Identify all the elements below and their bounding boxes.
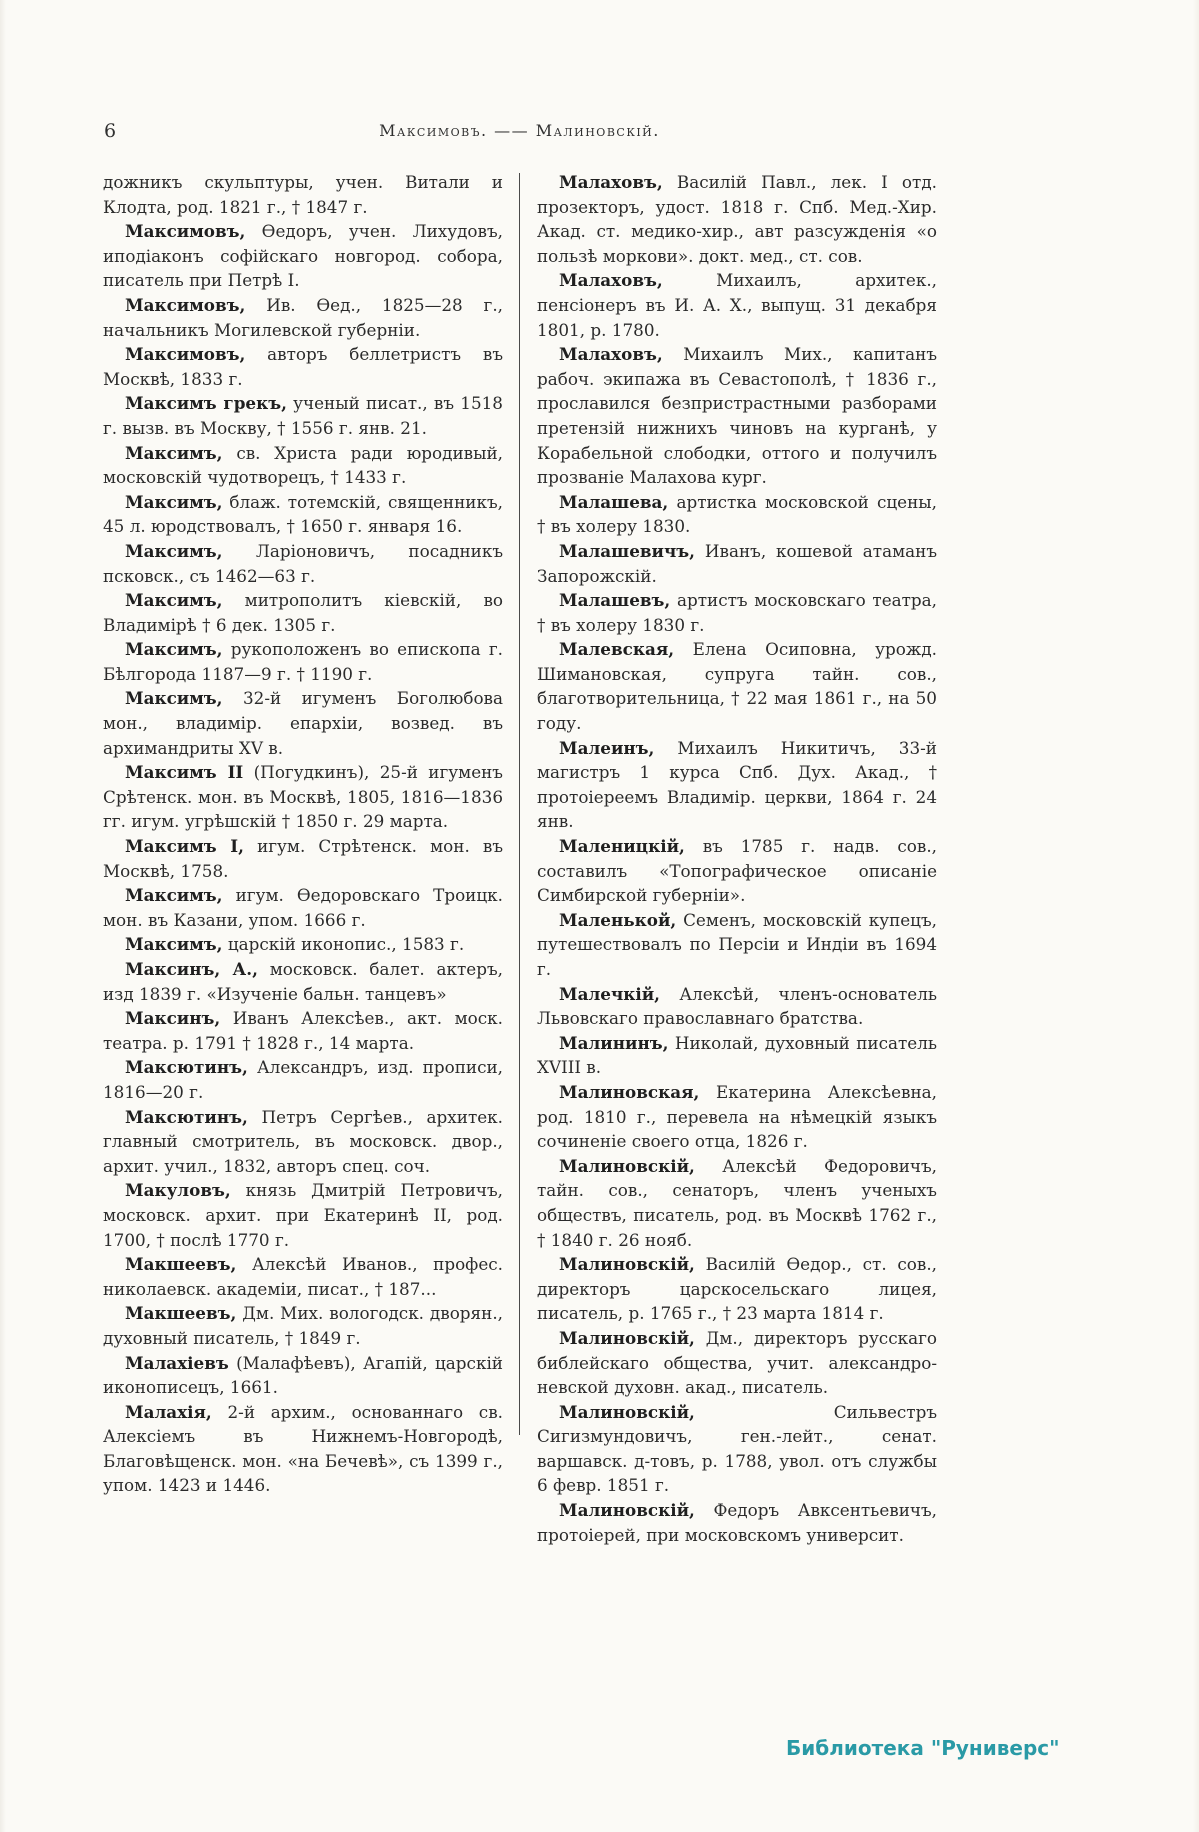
dictionary-entry — [103, 1351, 503, 1400]
dictionary-entry — [537, 490, 937, 539]
dictionary-entry — [103, 391, 503, 440]
entry-headword: Максимовъ, — [125, 344, 246, 365]
entry-text: 2-й архим., основаннаго св. Алексіемъ въ Нижнемъ-Новгородѣ, Благовѣщенск. мон. «на Бечевѣ», съ 1399 г., упом. 1423 и 1446. — [103, 1401, 503, 1496]
running-header: Максимовъ. —— Малиновскій. — [379, 121, 660, 140]
dictionary-entry — [537, 637, 937, 735]
entry-text: московск. балет. актеръ, изд 1839 г. «Изученіе бальн. танцевъ» — [103, 959, 503, 1004]
entry-headword: Макшеевъ, — [125, 1303, 237, 1324]
dictionary-entry — [537, 834, 937, 908]
entry-headword: Малашевъ, — [559, 590, 671, 611]
entry-text: Алексѣй Иванов., профес. николаевск. академіи, писат., † 187... — [103, 1254, 503, 1299]
text-block — [103, 170, 937, 1547]
entry-headword: Малашева, — [559, 491, 669, 512]
entry-text: игум. Ѳедоровскаго Троицк. мон. въ Казани, упом. 1666 г. — [103, 885, 503, 930]
entry-text: Ѳедоръ, учен. Лихудовъ, иподіаконъ софійскаго новгород. собора, писатель при Петрѣ I. — [103, 221, 503, 291]
entry-text: 32-й игуменъ Боголюбова мон., владимір. епархіи, возвед. въ архимандриты XV в. — [103, 688, 503, 758]
dictionary-entry — [537, 1080, 937, 1154]
dictionary-entry — [103, 932, 503, 957]
entry-text: царскій иконопис., 1583 г. — [222, 934, 465, 955]
entry-text: митрополитъ кіевскій, во Владимірѣ † 6 дек. 1305 г. — [103, 590, 503, 635]
dictionary-entry — [103, 883, 503, 932]
entry-text: Михаилъ, архитек., пенсіонеръ въ И. А. Х., выпущ. 31 декабря 1801, р. 1780. — [537, 270, 937, 340]
entry-text: дожникъ скульптуры, учен. Витали и Клодта, род. 1821 г., † 1847 г. — [103, 172, 503, 217]
dictionary-entry — [537, 170, 937, 268]
entry-headword: Малевская, — [559, 639, 675, 660]
entry-text: Ив. Ѳед., 1825—28 г., начальникъ Могилевской губерніи. — [103, 294, 503, 340]
entry-text: Василій Ѳедор., ст. сов., директоръ царскосельскаго лицея, писатель, р. 1765 г., † 23 марта 1814 г. — [537, 1254, 937, 1324]
dictionary-entry — [103, 686, 503, 760]
entry-text: ученый писат., въ 1518 г. вызв. въ Москву, † 1556 г. янв. 21. — [103, 393, 503, 438]
entry-text: Василій Павл., лек. I отд. прозекторъ, удост. 1818 г. Спб. Мед.-Хир. Акад. ст. медико-хир., авт разсужденія «о пользѣ моркови». докт. мед., ст. сов. — [537, 172, 937, 266]
entry-text: авторъ беллетристъ въ Москвѣ, 1833 г. — [103, 344, 503, 389]
dictionary-entry — [537, 1252, 937, 1326]
dictionary-entry — [537, 1400, 937, 1498]
page-number: 6 — [104, 120, 117, 142]
dictionary-entry — [103, 957, 503, 1006]
entry-text: Михаилъ Мих., капитанъ рабоч. экипажа въ Севастополѣ, † 1836 г., прославился безпристрастными разборами претензій нижнихъ чиновъ на курганѣ, у Корабельной слободки, оттого и получилъ прозваніе Малахова кург. — [537, 344, 937, 488]
dictionary-entry — [537, 588, 937, 637]
dictionary-entry — [103, 490, 503, 539]
entry-headword: Малахіевъ — [125, 1352, 229, 1373]
dictionary-entry — [103, 1252, 503, 1301]
dictionary-entry — [103, 1400, 503, 1498]
entry-text: Михаилъ Никитичъ, 33-й магистръ 1 курса Спб. Дух. Акад., † протоіереемъ Владимір. церкви, 1864 г. 24 янв. — [537, 737, 937, 832]
entry-text: Екатерина Алексѣевна, род. 1810 г., перевела на нѣмецкій языкъ сочиненіе своего отца, 1826 г. — [537, 1081, 937, 1152]
entry-text: Александръ, изд. прописи, 1816—20 г. — [103, 1057, 503, 1102]
entry-text: Федоръ Авксентьевичъ, протоіерей, при московскомъ университ. — [537, 1500, 937, 1545]
dictionary-entry — [537, 908, 937, 982]
entry-headword: Максинъ, А., — [125, 959, 258, 979]
entry-headword: Максимъ, — [125, 540, 223, 561]
entry-text: св. Христа ради юродивый, московскій чудотворецъ, † 1433 г. — [103, 442, 503, 488]
entry-headword: Максимъ, — [125, 885, 223, 906]
entry-headword: Малиновскій, — [559, 1500, 695, 1521]
entry-headword: Малаховъ, — [559, 344, 663, 365]
entry-headword: Макшеевъ, — [125, 1254, 237, 1275]
entry-headword: Малиновскій, — [559, 1401, 695, 1422]
entry-text: Дм., директоръ русскаго библейскаго общества, учит. александро-невской духовн. акад., писатель. — [537, 1327, 937, 1398]
dictionary-entry — [103, 219, 503, 293]
entry-text: Николай, духовный писатель XVIII в. — [537, 1032, 937, 1078]
entry-headword: Маленькой, — [559, 909, 677, 930]
entry-text: Петръ Сергѣев., архитек. главный смотритель, въ московск. двор., архит. учил., 1832, авторъ спец. соч. — [103, 1106, 503, 1176]
entry-headword: Маленицкій, — [559, 836, 685, 857]
dictionary-entry — [537, 1498, 937, 1547]
entry-headword: Максимовъ, — [125, 221, 246, 242]
entry-headword: Макуловъ, — [125, 1180, 231, 1201]
library-watermark: Библиотека "Руниверс" — [786, 1736, 1060, 1760]
entry-text: рукоположенъ во епископа г. Бѣлгорода 1187—9 г. † 1190 г. — [103, 639, 503, 684]
dictionary-entry — [537, 268, 937, 342]
dictionary-entry — [537, 1031, 937, 1080]
entry-headword: Максинъ, — [125, 1008, 221, 1029]
entry-headword: Максимъ I, — [125, 836, 244, 857]
dictionary-entry — [103, 342, 503, 391]
entry-headword: Максимъ грекъ, — [125, 393, 287, 414]
entry-text: Иванъ Алексѣев., акт. моск. театра. р. 1791 † 1828 г., 14 марта. — [103, 1008, 503, 1053]
entry-headword: Малаховъ, — [559, 172, 663, 192]
entry-headword: Малахія, — [125, 1401, 212, 1422]
entry-text: артистъ московскаго театра, † въ холеру 1830 г. — [537, 590, 937, 635]
two-column-layout — [103, 170, 937, 1547]
entry-text: Иванъ, кошевой атаманъ Запорожскій. — [537, 540, 937, 586]
entry-text: въ 1785 г. надв. сов., составилъ «Топографическое описаніе Симбирской губерніи». — [537, 836, 937, 906]
entry-headword: Малиновскій, — [559, 1327, 695, 1348]
entry-headword: Максютинъ, — [125, 1057, 248, 1078]
entry-headword: Максимовъ, — [125, 294, 246, 315]
entry-text: Сильвестръ Сигизмундовичъ, ген.-лейт., сенат. варшавск. д-товъ, р. 1788, увол. отъ службы 6 февр. 1851 г. — [537, 1401, 937, 1496]
entry-headword: Максютинъ, — [125, 1106, 248, 1127]
dictionary-entry — [103, 1178, 503, 1252]
dictionary-entry — [103, 637, 503, 686]
dictionary-entry — [103, 834, 503, 883]
entry-headword: Малиновскій, — [559, 1155, 695, 1176]
entry-headword: Максимъ, — [125, 934, 223, 955]
dictionary-entry — [537, 342, 937, 490]
entry-headword: Максимъ, — [125, 442, 223, 463]
entry-headword: Максимъ, — [125, 639, 223, 660]
entry-text: Елена Осиповна, урожд. Шимановская, супруга тайн. сов., благотворительница, † 22 мая 1861 г., на 50 году. — [537, 639, 937, 734]
entry-headword: Малининъ, — [559, 1032, 669, 1053]
right-column — [537, 170, 937, 1547]
entry-text: игум. Стрѣтенск. мон. въ Москвѣ, 1758. — [103, 836, 504, 881]
dictionary-entry — [103, 539, 503, 588]
dictionary-entry — [103, 1055, 503, 1104]
entry-text: Алексѣй Федоровичъ, тайн. сов., сенаторъ, членъ ученыхъ обществъ, писатель, род. въ Москвѣ 1762 г., † 1840 г. 26 нояб. — [537, 1155, 937, 1250]
dictionary-entry — [103, 1301, 503, 1350]
entry-text: артистка московской сцены, † въ холеру 1830. — [537, 491, 937, 537]
entry-headword: Малиновскій, — [559, 1254, 695, 1275]
dictionary-entry — [103, 170, 503, 219]
entry-headword: Максимъ, — [125, 491, 223, 512]
dictionary-entry — [537, 982, 937, 1031]
entry-text: Дм. Мих. вологодск. дворян., духовный писатель, † 1849 г. — [103, 1303, 503, 1348]
dictionary-entry — [103, 293, 503, 342]
entry-text: Семенъ, московскій купецъ, путешествовалъ по Персіи и Индіи въ 1694 г. — [537, 909, 937, 979]
entry-headword: Малашевичъ, — [559, 540, 695, 561]
entry-text: (Погудкинъ), 25-й игуменъ Срѣтенск. мон. въ Москвѣ, 1805, 1816—1836 гг. игум. угрѣшскій † 1850 г. 29 марта. — [103, 762, 503, 832]
dictionary-entry — [537, 1154, 937, 1252]
entry-text: Алексѣй, членъ-основатель Львовскаго православнаго братства. — [537, 983, 937, 1029]
dictionary-entry — [537, 736, 937, 834]
entry-headword: Максимъ, — [125, 688, 223, 709]
entry-text: князь Дмитрій Петровичъ, московск. архит. при Екатеринѣ II, род. 1700, † послѣ 1770 г. — [103, 1180, 503, 1250]
dictionary-entry — [537, 539, 937, 588]
dictionary-entry — [537, 1326, 937, 1400]
entry-text: блаж. тотемскій, священникъ, 45 л. юродствовалъ, † 1650 г. января 16. — [103, 491, 503, 537]
entry-headword: Максимъ, — [125, 590, 223, 611]
left-column — [103, 170, 503, 1547]
entry-headword: Малеинъ, — [559, 737, 655, 758]
entry-text: (Малафѣевъ), Агапій, царскій иконописецъ, 1661. — [103, 1352, 503, 1398]
entry-headword: Максимъ II — [125, 762, 244, 783]
entry-text: Ларіоновичъ, посадникъ псковск., съ 1462—63 г. — [103, 540, 503, 586]
dictionary-entry — [103, 441, 503, 490]
entry-headword: Малиновская, — [559, 1081, 700, 1102]
entry-headword: Малечкій, — [559, 983, 661, 1004]
dictionary-entry — [103, 1105, 503, 1179]
dictionary-entry — [103, 588, 503, 637]
dictionary-entry — [103, 760, 503, 834]
entry-headword: Малаховъ, — [559, 270, 663, 291]
dictionary-entry — [103, 1006, 503, 1055]
